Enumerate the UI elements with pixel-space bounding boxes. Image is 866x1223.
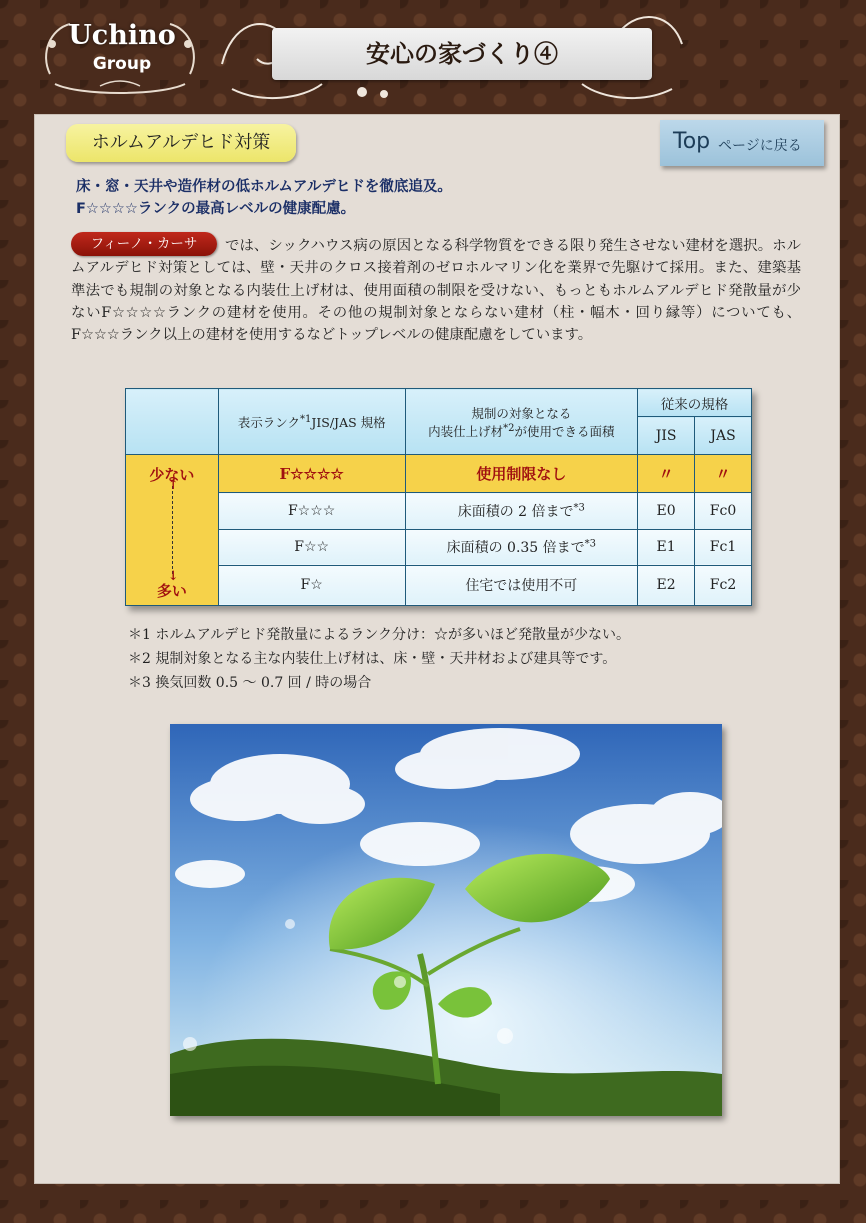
table-row [126, 493, 752, 529]
area-cell: 住宅では使用不可 [405, 565, 638, 605]
head-rank: 表示ランク$^{*1}$JIS/JAS 規格 [218, 389, 405, 455]
head-old-standard: 従来の規格 [638, 389, 752, 417]
lead-text [76, 176, 776, 220]
table-row [126, 565, 752, 605]
lead-line-1: 床・窓・天井や造作材の低ホルムアルデヒドを徹底追及。 [76, 179, 452, 195]
logo-title: Uchino [68, 20, 176, 51]
logo-subtitle: Group [92, 54, 152, 74]
head-area: 規制の対象となる 内装仕上げ材$^{*2}$が使用できる面積 [405, 389, 638, 455]
brand-tag [71, 232, 217, 256]
scale-arrow-icon [172, 486, 173, 574]
jas-cell: Fc1 [695, 529, 752, 565]
rank-cell: F☆☆☆☆ [218, 455, 405, 493]
jis-cell: E2 [638, 565, 695, 605]
jas-cell: 〃 [695, 455, 752, 493]
top-button-label: Top [673, 129, 711, 154]
rank-cell: F☆ [218, 565, 405, 605]
brand-tag-text: フィーノ・カーサ [90, 236, 198, 252]
back-to-top-button[interactable] [660, 120, 824, 166]
footnotes [128, 623, 808, 695]
footnote-1: ＊1 ホルムアルデヒド発散量によるランク分け：☆が多いほど発散量が少ない。 [128, 627, 630, 643]
area-cell: 床面積の 2 倍まで$^{*3}$ [405, 493, 638, 529]
top-button-sublabel: ページに戻る [718, 138, 802, 154]
scale-many-label: 多い [156, 581, 187, 600]
lead-line-2: F☆☆☆☆ランクの最高レベルの健康配慮。 [76, 201, 356, 217]
jas-cell: Fc2 [695, 565, 752, 605]
head-jis: JIS [638, 417, 695, 455]
area-cell: 使用制限なし [405, 455, 638, 493]
sprout-illustration [170, 724, 722, 1116]
section-tag-text: ホルムアルデヒド対策 [91, 132, 271, 153]
scale-few-label: 少ない [149, 465, 195, 484]
table-row [126, 455, 752, 493]
footnote-2: ＊2 規制対象となる主な内装仕上げ材は、床・壁・天井材および建具等です。 [128, 651, 617, 667]
body-text: では、シックハウス病の原因となる科学物質をできる限り発生させない建材を選択。ホルムアルデヒド対策としては、壁・天井のクロス接着剤のゼロホルマリン化を業界で先駆けて採用。また、建築基準法でも規制の対象となる内装仕上げ材は、使用面積の制限を受けない、もっともホルムアルデヒド発散量が少ないF☆☆☆☆ランクの建材を使用。その他の規制対象とならない建材（柱・幅木・回り縁等）についても、F☆☆☆ランク以上の建材を使用するなどトップレベルの健康配慮をしています。 [71, 238, 801, 344]
jis-cell: E0 [638, 493, 695, 529]
page-title: 安心の家づくり④ [366, 39, 558, 68]
table-row [126, 529, 752, 565]
sprout-sky-photo [170, 724, 722, 1116]
area-cell: 床面積の 0.35 倍まで$^{*3}$ [405, 529, 638, 565]
jis-cell: E1 [638, 529, 695, 565]
emission-scale [126, 455, 219, 606]
rank-table [125, 388, 752, 606]
rank-cell: F☆☆ [218, 529, 405, 565]
rank-cell: F☆☆☆ [218, 493, 405, 529]
section-tag [66, 124, 296, 162]
head-jas: JAS [695, 417, 752, 455]
page-title-plate [272, 28, 652, 80]
rank-table-wrapper [125, 388, 752, 606]
jis-cell: 〃 [638, 455, 695, 493]
table-corner-cell [126, 389, 219, 455]
uchino-group-logo[interactable] [40, 14, 200, 94]
jas-cell: Fc0 [695, 493, 752, 529]
footnote-3: ＊3 換気回数 0.5 ～ 0.7 回 / 時の場合 [128, 675, 372, 691]
